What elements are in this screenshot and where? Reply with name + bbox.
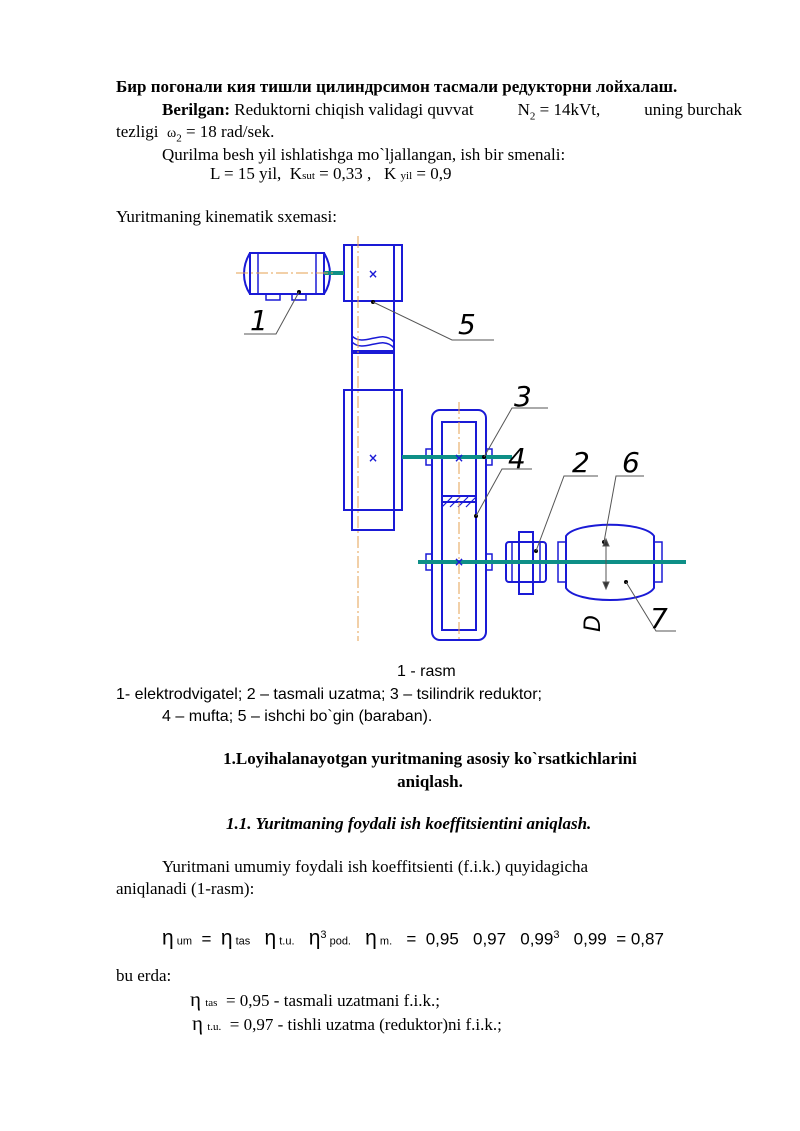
axis-mark: × [453,555,465,569]
subsection-title: 1.1. Yuritmaning foydali ish koeffitsientini aniqlash. [226,814,592,833]
subscript-tu: t.u. [279,935,295,948]
given-label: Berilgan: [162,100,230,119]
power-subscript: 2 [529,110,536,123]
subscript-um: um [176,935,193,948]
eta-symbol: η [365,926,377,950]
label-d: D [581,615,606,632]
value-pod: 0,99 [520,929,554,949]
where-row-2-subscript: t.u. [207,1021,222,1033]
figure-legend-line-1: 1- elektrodvigatel; 2 – tasmali uzatma; 3 – tsilindrik reduktor; [116,686,542,703]
figure-caption: 1 - rasm [397,663,456,680]
ksut-subscript: sut [302,170,315,182]
label-4: 4 [508,442,526,475]
eta-symbol: η [162,926,174,950]
drum-lower [344,353,402,530]
paragraph-line-1: Yuritmani umumiy foydali ish koeffitsienti (f.i.k.) quyidagicha [162,857,589,876]
label-6: 6 [622,446,640,479]
efficiency-formula [162,922,664,955]
omega-subscript: 2 [176,132,182,145]
lifetime-value: L = 15 yil, [210,164,282,183]
eta-symbol: η [264,926,277,950]
paragraph-line-2: aniqlanadi (1-rasm): [116,879,255,898]
formula-equals-2: = [406,929,417,949]
ksut-symbol: K [289,164,303,183]
kyil-value: = 0,9 [416,164,452,183]
document-title: Бир погонали кия тишли цилиндрсимон тасмали редукторни лойхалаш. [116,77,678,96]
scheme-heading: Yuritmaning kinematik sxemasi: [116,207,337,226]
eta-symbol: η [308,926,321,950]
kinematic-scheme-diagram [236,236,686,641]
section-title-line-1: 1.Loyihalanayotgan yuritmaning asosiy ko`rsatkichlarini [223,749,637,768]
figure-legend-line-2: 4 – mufta; 5 – ishchi bo`gin (baraban). [162,708,433,725]
eta-symbol: η [190,987,201,1011]
value-tas: 0,95 [425,929,459,949]
where-row-1-subscript: tas [205,997,218,1009]
where-row-1 [190,988,440,1014]
value-m: 0,99 [573,929,607,949]
value-tu: 0,97 [472,929,507,949]
power-value: = 14kVt, [539,100,601,119]
kyil-symbol: K [384,164,397,183]
given-text-1: Reduktorni chiqish validagi quvvat [234,100,474,119]
formula-equals-1: = [201,929,212,949]
given-text-2: uning burchak [644,100,742,119]
value-pod-power: 3 [553,929,560,941]
axis-mark: × [367,451,379,465]
electric-motor [244,253,330,300]
subscript-tas: tas [235,935,251,948]
subscript-pod: pod. [329,935,351,948]
label-3: 3 [514,380,532,413]
label-2: 2 [572,446,590,479]
where-row-1-text: = 0,95 - tasmali uzatmani f.i.k.; [225,991,440,1010]
label-1: 1 [250,304,268,337]
ksut-value: = 0,33 , [319,164,372,183]
axis-mark: × [453,451,465,465]
where-label: bu erda: [116,966,172,985]
omega-value: = 18 rad/sek. [185,122,275,141]
subscript-m: m. [379,935,393,948]
section-title-line-2: aniqlash. [397,772,463,791]
given-line-3: Qurilma besh yil ishlatishga mo`ljallangan, ish bir smenali: [162,145,566,164]
power-3: 3 [320,929,327,941]
axis-mark: × [367,267,379,281]
given-line-4 [210,163,452,187]
label-5: 5 [458,308,476,341]
kyil-subscript: yil [400,170,413,182]
where-row-2 [192,1012,502,1038]
where-row-2-text: = 0,97 - tishli uzatma (reduktor)ni f.i.k.; [229,1015,502,1034]
label-7: 7 [650,602,668,635]
drum-upper [344,245,402,351]
formula-result: = 0,87 [616,929,664,949]
speed-label: tezligi [116,122,159,141]
omega-symbol: ω [166,126,177,141]
eta-symbol: η [192,1011,203,1035]
eta-symbol: η [220,926,233,950]
power-symbol: N [517,100,530,119]
